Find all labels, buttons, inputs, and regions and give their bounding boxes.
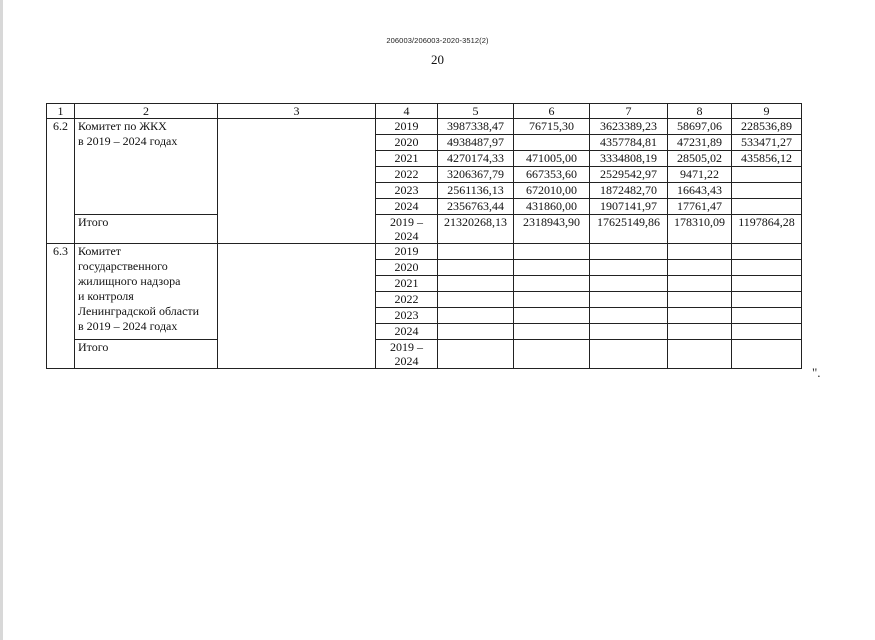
- value-cell-c5: [438, 308, 514, 324]
- value-cell-c9: [732, 260, 802, 276]
- year-cell: 2024: [376, 199, 438, 215]
- year-cell: 2019: [376, 119, 438, 135]
- value-cell-c9: 533471,27: [732, 135, 802, 151]
- value-cell-c6: 76715,30: [514, 119, 590, 135]
- value-cell-c8: 58697,06: [668, 119, 732, 135]
- value-cell-c8: [668, 260, 732, 276]
- header-cell-9: 9: [732, 104, 802, 119]
- value-cell-c7: 3623389,23: [590, 119, 668, 135]
- value-cell-c6: [514, 308, 590, 324]
- value-cell-c6: [514, 260, 590, 276]
- value-cell-c7: [590, 292, 668, 308]
- value-cell-c8: 16643,43: [668, 183, 732, 199]
- table-row: [47, 119, 802, 135]
- value-cell-c5: 2356763,44: [438, 199, 514, 215]
- total-period-line: 2024: [394, 229, 419, 243]
- budget-table: [46, 103, 802, 369]
- value-cell-c5: 2561136,13: [438, 183, 514, 199]
- value-cell-c7: 2529542,97: [590, 167, 668, 183]
- year-cell: 2022: [376, 167, 438, 183]
- year-cell: 2019: [376, 244, 438, 260]
- executor-name-line: жилищного надзора: [78, 274, 181, 288]
- total-label-cell: Итого: [75, 215, 218, 244]
- row-number-cell: 6.2: [47, 119, 75, 244]
- total-value-cell-c6: [514, 340, 590, 369]
- value-cell-c5: [438, 260, 514, 276]
- header-cell-5: 5: [438, 104, 514, 119]
- value-cell-c5: 4270174,33: [438, 151, 514, 167]
- header-cell-7: 7: [590, 104, 668, 119]
- year-cell: 2021: [376, 151, 438, 167]
- value-cell-c8: 47231,89: [668, 135, 732, 151]
- total-period-cell: [376, 340, 438, 369]
- value-cell-c7: [590, 244, 668, 260]
- year-cell: 2020: [376, 260, 438, 276]
- value-cell-c8: [668, 324, 732, 340]
- table-body: [47, 104, 802, 369]
- header-cell-6: 6: [514, 104, 590, 119]
- header-cell-2: 2: [75, 104, 218, 119]
- column-3-cell: [218, 119, 376, 244]
- total-period-line: 2019 –: [390, 340, 423, 354]
- value-cell-c9: [732, 292, 802, 308]
- executor-name-line: в 2019 – 2024 годах: [78, 319, 178, 333]
- value-cell-c9: [732, 308, 802, 324]
- executor-name-line: Ленинградской области: [78, 304, 200, 318]
- value-cell-c9: 228536,89: [732, 119, 802, 135]
- value-cell-c8: [668, 308, 732, 324]
- executor-name-cell: [75, 119, 218, 215]
- value-cell-c9: [732, 183, 802, 199]
- value-cell-c7: [590, 260, 668, 276]
- total-value-cell-c5: [438, 340, 514, 369]
- value-cell-c6: [514, 244, 590, 260]
- total-value-cell-c9: 1197864,28: [732, 215, 802, 244]
- total-value-cell-c7: [590, 340, 668, 369]
- value-cell-c9: [732, 276, 802, 292]
- executor-name-line: Комитет: [78, 244, 122, 258]
- value-cell-c5: 4938487,97: [438, 135, 514, 151]
- total-value-cell-c7: 17625149,86: [590, 215, 668, 244]
- total-label-cell: Итого: [75, 340, 218, 369]
- total-period-cell: [376, 215, 438, 244]
- value-cell-c6: [514, 324, 590, 340]
- header-cell-8: 8: [668, 104, 732, 119]
- year-cell: 2022: [376, 292, 438, 308]
- value-cell-c5: [438, 324, 514, 340]
- value-cell-c8: [668, 244, 732, 260]
- value-cell-c5: [438, 244, 514, 260]
- value-cell-c7: [590, 308, 668, 324]
- value-cell-c8: 28505,02: [668, 151, 732, 167]
- value-cell-c9: [732, 199, 802, 215]
- value-cell-c8: 17761,47: [668, 199, 732, 215]
- value-cell-c5: 3206367,79: [438, 167, 514, 183]
- year-cell: 2024: [376, 324, 438, 340]
- value-cell-c7: [590, 324, 668, 340]
- value-cell-c8: [668, 292, 732, 308]
- value-cell-c6: 667353,60: [514, 167, 590, 183]
- total-value-cell-c5: 21320268,13: [438, 215, 514, 244]
- total-value-cell-c6: 2318943,90: [514, 215, 590, 244]
- value-cell-c8: [668, 276, 732, 292]
- value-cell-c5: [438, 292, 514, 308]
- value-cell-c9: [732, 324, 802, 340]
- total-value-cell-c8: 178310,09: [668, 215, 732, 244]
- value-cell-c7: 1872482,70: [590, 183, 668, 199]
- value-cell-c7: 3334808,19: [590, 151, 668, 167]
- column-3-cell: [218, 244, 376, 369]
- value-cell-c6: 672010,00: [514, 183, 590, 199]
- row-number-cell: 6.3: [47, 244, 75, 369]
- value-cell-c6: 431860,00: [514, 199, 590, 215]
- total-row: [47, 215, 802, 244]
- value-cell-c6: [514, 276, 590, 292]
- header-cell-3: 3: [218, 104, 376, 119]
- page-number: 20: [431, 52, 444, 67]
- value-cell-c5: [438, 276, 514, 292]
- table-row: [47, 244, 802, 260]
- total-value-cell-c8: [668, 340, 732, 369]
- closing-mark: ".: [812, 365, 821, 380]
- table-header-row: [47, 104, 802, 119]
- value-cell-c9: 435856,12: [732, 151, 802, 167]
- value-cell-c9: [732, 167, 802, 183]
- executor-name-line: государственного: [78, 259, 168, 273]
- year-cell: 2023: [376, 183, 438, 199]
- value-cell-c5: 3987338,47: [438, 119, 514, 135]
- executor-name-line: в 2019 – 2024 годах: [78, 134, 178, 148]
- header-cell-4: 4: [376, 104, 438, 119]
- value-cell-c8: 9471,22: [668, 167, 732, 183]
- value-cell-c6: 471005,00: [514, 151, 590, 167]
- year-cell: 2023: [376, 308, 438, 324]
- total-value-cell-c9: [732, 340, 802, 369]
- document-id: 206003/206003-2020-3512(2): [386, 36, 489, 45]
- value-cell-c6: [514, 135, 590, 151]
- year-cell: 2020: [376, 135, 438, 151]
- executor-name-line: Комитет по ЖКХ: [78, 119, 167, 133]
- value-cell-c6: [514, 292, 590, 308]
- value-cell-c7: 4357784,81: [590, 135, 668, 151]
- year-cell: 2021: [376, 276, 438, 292]
- total-period-line: 2019 –: [390, 215, 423, 229]
- value-cell-c7: [590, 276, 668, 292]
- page-edge: [0, 0, 3, 640]
- value-cell-c7: 1907141,97: [590, 199, 668, 215]
- executor-name-line: и контроля: [78, 289, 134, 303]
- executor-name-cell: [75, 244, 218, 340]
- header-cell-1: 1: [47, 104, 75, 119]
- total-period-line: 2024: [394, 354, 419, 368]
- total-row: [47, 340, 802, 369]
- value-cell-c9: [732, 244, 802, 260]
